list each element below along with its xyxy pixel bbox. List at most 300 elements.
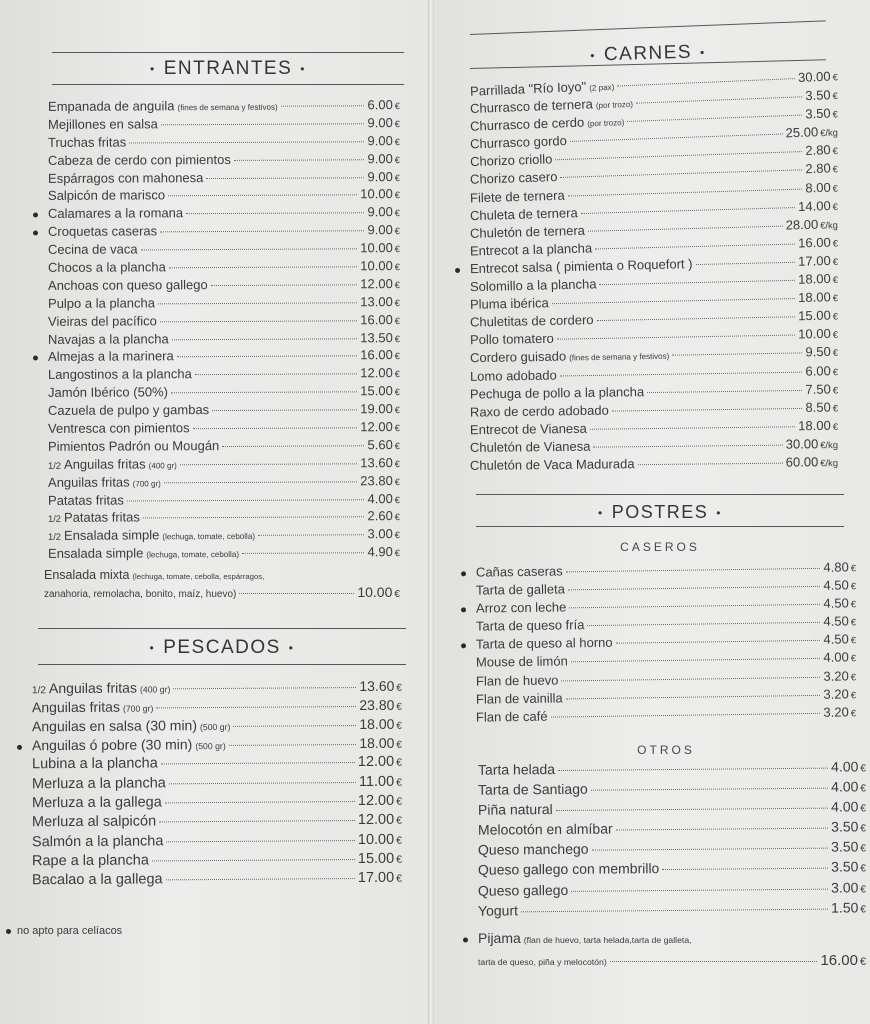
- dot-leader: [555, 151, 802, 160]
- menu-item: [48, 365, 400, 385]
- item-note: (400 gr): [148, 461, 177, 471]
- currency: €: [394, 101, 401, 112]
- item-name: Anguilas fritas: [47, 474, 130, 490]
- item-name: Empanada de anguila: [47, 98, 175, 114]
- item-note: (500 gr): [195, 741, 226, 752]
- price-value: 8.50: [805, 399, 831, 415]
- dot-leader: [166, 840, 354, 842]
- entrantes-list: [48, 98, 400, 563]
- dot-leader: [647, 390, 802, 393]
- price-value: 3.50: [831, 838, 859, 855]
- dot-leader: [152, 859, 355, 861]
- item-name: Chuletón de Vianesa: [469, 438, 591, 455]
- price-value: 30.00: [797, 68, 831, 85]
- price-value: 12.00: [357, 812, 395, 829]
- price-value: 1.50: [831, 899, 859, 916]
- currency: €: [860, 783, 867, 795]
- dot-leader: [165, 801, 355, 803]
- menu-item: [48, 455, 400, 475]
- dot-leader: [169, 782, 356, 784]
- currency: €: [832, 72, 839, 83]
- currency: €: [850, 671, 857, 682]
- price-value: 8.00: [805, 179, 831, 196]
- item-name: Pulpo a la plancha: [47, 295, 156, 311]
- currency: €: [850, 653, 857, 664]
- postres-title: POSTRES: [611, 502, 709, 522]
- item-name: Chorizo criollo: [469, 151, 553, 170]
- item-price: [823, 577, 856, 592]
- price-value: 16.00: [360, 311, 393, 327]
- currency: €: [394, 369, 401, 380]
- item-price: [360, 348, 400, 363]
- currency: €: [832, 348, 839, 359]
- item-name: Croquetas caseras: [47, 223, 158, 240]
- dot-leader: [561, 676, 820, 681]
- item-price: [798, 68, 838, 85]
- dot-leader: [168, 195, 357, 197]
- item-name: Parrillada "Río Ioyo": [469, 78, 587, 99]
- currency: €: [394, 494, 401, 505]
- menu-item: [48, 509, 400, 529]
- dot-leader: [638, 463, 783, 466]
- dot-leader: [195, 374, 357, 376]
- price-value: 9.00: [367, 204, 393, 220]
- item-price: [357, 584, 400, 600]
- dot-leader: [616, 640, 821, 644]
- price-value: 18.00: [359, 715, 395, 733]
- currency: €: [394, 351, 401, 362]
- currency: €: [396, 854, 403, 866]
- price-value: 9.00: [367, 115, 393, 131]
- item-name: Tarta de queso al horno: [475, 635, 613, 653]
- item-name: Pollo tomatero: [469, 331, 554, 348]
- currency: €: [394, 136, 401, 147]
- item-price: [823, 596, 856, 611]
- item-name: Ventresca con pimientos: [47, 420, 190, 436]
- item-name: Patatas fritas: [63, 509, 140, 526]
- entrantes-title: ENTRANTES: [163, 58, 293, 79]
- currency: €: [860, 843, 867, 855]
- item-name: Cecina de vaca: [47, 241, 138, 258]
- item-name: Lomo adobado: [469, 367, 557, 384]
- item-price: [367, 526, 400, 541]
- portion-label: 1/2: [47, 460, 62, 471]
- otros-label: OTROS: [637, 743, 695, 757]
- currency: €: [394, 226, 401, 237]
- currency: €: [396, 873, 403, 885]
- dot-leader: [180, 463, 357, 465]
- currency: €: [832, 109, 839, 120]
- price-value: 4.50: [823, 577, 849, 593]
- currency: €: [396, 777, 403, 789]
- item-note: (lechuga, tomate, cebolla): [162, 532, 256, 542]
- price-value: 4.90: [367, 544, 393, 560]
- price-value: 18.00: [798, 289, 831, 306]
- price-value: 17.00: [357, 869, 395, 887]
- dot-leader: [159, 820, 355, 822]
- dot-leader: [597, 317, 796, 322]
- item-name: Pechuga de pollo a la plancha: [469, 383, 645, 402]
- price-value: 30.00: [785, 436, 819, 452]
- item-name: Queso gallego: [477, 881, 569, 899]
- item-price: [785, 124, 838, 141]
- price-value: 3.20: [823, 686, 849, 702]
- currency: €: [860, 763, 867, 775]
- carnes-list: [469, 68, 839, 474]
- dot-leader: [143, 517, 365, 519]
- dot-leader: [568, 586, 821, 591]
- menu-item: [48, 473, 400, 493]
- item-price: [823, 559, 856, 574]
- dot-leader: [171, 392, 357, 394]
- dot-leader: [672, 353, 802, 356]
- price-value: 6.00: [805, 362, 831, 379]
- item-name: Merluza al salpicón: [31, 813, 157, 831]
- menu-item: [48, 204, 400, 224]
- price-value: 10.00: [357, 831, 395, 848]
- dot-leader: [234, 159, 365, 161]
- item-name: Patatas fritas: [47, 492, 124, 508]
- item-price: [798, 326, 838, 342]
- item-price: [786, 454, 838, 470]
- menu-item-line: [478, 930, 866, 950]
- price-value: 3.20: [823, 704, 849, 720]
- item-name: Flan de huevo: [475, 672, 559, 689]
- currency: €: [850, 617, 857, 628]
- item-price: [367, 544, 400, 559]
- item-name: Rape a la plancha: [31, 852, 149, 870]
- price-value: 10.00: [357, 584, 393, 600]
- item-price: [367, 115, 400, 130]
- currency: €: [832, 91, 839, 102]
- item-price: [823, 614, 856, 629]
- item-name: Arroz con leche: [475, 599, 567, 616]
- footnote-text: no apto para celíacos: [17, 925, 123, 937]
- otros-list: [478, 760, 866, 921]
- item-price: [831, 839, 866, 855]
- currency: €: [394, 244, 401, 255]
- menu-item: [48, 151, 400, 171]
- item-price: [358, 831, 402, 847]
- dot-leader: [612, 408, 803, 412]
- item-note: (fines de semana y festivos): [177, 102, 278, 113]
- currency: €: [850, 690, 857, 701]
- item-price: [823, 650, 856, 665]
- item-name: Queso manchego: [477, 841, 589, 859]
- divider: [52, 52, 404, 53]
- dot-leader: [161, 123, 365, 125]
- currency: €: [832, 293, 839, 304]
- item-note: (por trozo): [595, 99, 634, 111]
- item-price: [805, 87, 838, 103]
- price-value: 60.00: [785, 454, 819, 470]
- item-name: Calamares a la romana: [47, 205, 184, 222]
- item-price: [798, 198, 838, 214]
- item-price: [360, 276, 400, 291]
- bullet-icon: [461, 571, 466, 576]
- item-name: Chorizo casero: [469, 169, 558, 188]
- dot-leader: [581, 207, 796, 214]
- price-value: 28.00: [785, 216, 819, 233]
- item-price: [805, 399, 838, 414]
- dot-leader: [571, 658, 821, 662]
- currency: €: [832, 330, 839, 341]
- bullet-icon: [455, 268, 460, 273]
- menu-item: [48, 133, 400, 153]
- item-name: Flan de vainilla: [475, 690, 563, 707]
- currency: €: [832, 146, 839, 157]
- item-note: (400 gr): [139, 684, 171, 695]
- item-price: [359, 735, 402, 751]
- price-value: 2.60: [367, 508, 393, 524]
- item-name: Anguilas fritas: [63, 456, 146, 472]
- item-price: [359, 773, 402, 789]
- item-price: [831, 798, 866, 814]
- price-value: 16.00: [820, 952, 858, 969]
- currency: €: [396, 815, 403, 828]
- price-value: 18.00: [798, 417, 831, 434]
- price-value: 16.00: [360, 347, 393, 363]
- dot-leader: [590, 426, 795, 430]
- menu-item: [48, 294, 400, 314]
- item-price: [823, 668, 856, 683]
- item-price: [805, 161, 838, 177]
- item-price: [359, 697, 402, 713]
- dot-leader: [172, 338, 358, 340]
- dot-leader: [617, 78, 795, 86]
- price-value: 10.00: [360, 258, 393, 274]
- currency: €: [832, 238, 839, 249]
- item-price: [831, 879, 866, 895]
- item-note: (500 gr): [199, 722, 231, 733]
- menu-item: [48, 526, 400, 546]
- price-value: 3.00: [831, 878, 859, 896]
- item-name: Ensalada simple: [47, 545, 144, 562]
- item-name: Solomillo a la plancha: [469, 276, 597, 295]
- item-price: [360, 383, 400, 398]
- price-value: 12.00: [360, 365, 393, 381]
- item-price: [831, 899, 866, 915]
- item-price: [358, 754, 402, 770]
- item-name: Churrasco gordo: [469, 133, 568, 152]
- item-note: (700 gr): [122, 703, 154, 714]
- currency: €: [394, 476, 401, 487]
- menu-item: [32, 812, 402, 834]
- menu-item: [48, 258, 400, 278]
- pescados-title: PESCADOS: [163, 637, 281, 658]
- item-name: Anguilas fritas: [31, 698, 120, 716]
- currency: €: [859, 956, 866, 968]
- dot-leader: [569, 604, 820, 609]
- menu-item: [48, 348, 400, 368]
- dot-leader: [560, 170, 802, 179]
- item-price: [786, 436, 838, 452]
- ensalada-mixta-item: [44, 568, 400, 600]
- item-name: Langostinos a la plancha: [47, 366, 192, 383]
- item-price: [831, 819, 866, 835]
- dot-leader: [212, 409, 357, 411]
- item-name: Chuletón de Vaca Madurada: [469, 456, 635, 473]
- item-price: [367, 491, 400, 506]
- item-price: [360, 473, 400, 488]
- item-name: Anchoas con queso gallego: [47, 276, 208, 293]
- dot-leader: [587, 622, 820, 626]
- currency: €: [394, 315, 401, 326]
- item-name: Anguilas fritas: [48, 679, 138, 697]
- menu-item: [48, 383, 400, 403]
- item-name: Salpicón de marisco: [47, 187, 166, 204]
- divider: [476, 526, 844, 527]
- item-price: [360, 365, 400, 380]
- price-value: 9.00: [367, 168, 393, 184]
- price-value: 4.00: [831, 778, 859, 795]
- currency: €: [396, 758, 403, 770]
- dot-leader: [595, 243, 795, 249]
- item-name: Chuletitas de cordero: [469, 312, 594, 330]
- currency: €: [394, 512, 401, 523]
- item-name: Raxo de cerdo adobado: [469, 402, 609, 420]
- item-name: Tarta helada: [477, 761, 556, 778]
- currency: €: [860, 863, 867, 875]
- currency: €: [850, 708, 857, 719]
- item-name: Chuletón de ternera: [469, 222, 586, 241]
- currency: €: [860, 823, 867, 835]
- item-price: [367, 509, 400, 524]
- currency: €: [396, 835, 403, 847]
- divider: [38, 628, 406, 629]
- currency: €: [394, 548, 401, 559]
- item-name: Melocotón en almíbar: [477, 820, 613, 838]
- dot-leader: [166, 878, 355, 880]
- currency: €: [832, 183, 839, 194]
- menu-item: [48, 544, 400, 564]
- dot-leader: [156, 706, 356, 708]
- dot-leader: [560, 371, 803, 376]
- item-price: [360, 294, 400, 309]
- item-name: Pimientos Padrón ou Mougán: [47, 437, 220, 454]
- item-price: [831, 859, 866, 875]
- item-note: (700 gr): [132, 479, 161, 489]
- currency: €: [394, 589, 400, 600]
- dot-leader: [164, 481, 357, 483]
- item-price: [798, 289, 838, 305]
- item-name: Pijama: [478, 930, 521, 946]
- item-name: Anguilas ó pobre (30 min): [31, 736, 193, 754]
- item-price: [358, 812, 402, 828]
- item-name: Tarta de queso fría: [475, 617, 585, 634]
- currency: €: [860, 803, 867, 815]
- dot-leader: [591, 788, 828, 791]
- item-price: [359, 678, 402, 694]
- currency: €/kg: [820, 219, 839, 231]
- currency: €: [860, 883, 867, 895]
- item-name: Navajas a la plancha: [47, 330, 169, 347]
- item-name: Espárragos con mahonesa: [47, 169, 204, 186]
- dot-leader: [566, 568, 821, 573]
- item-name: Chuleta de ternera: [469, 204, 578, 223]
- price-value: 3.20: [823, 668, 849, 684]
- item-name: Vieiras del pacífico: [47, 313, 157, 329]
- item-note: tarta de queso, piña y melocotón): [478, 957, 607, 967]
- currency: €: [396, 720, 403, 732]
- item-name: Chocos a la plancha: [47, 259, 166, 275]
- currency: €: [850, 563, 857, 574]
- divider: [476, 494, 844, 495]
- item-note: (flan de huevo, tarta helada,tarta de galleta,: [523, 935, 692, 945]
- dot-leader: [616, 828, 829, 831]
- item-name: Almejas a la marinera: [47, 348, 174, 365]
- item-price: [831, 758, 866, 774]
- pescados-list: [32, 679, 402, 890]
- price-value: 12.00: [357, 792, 395, 809]
- item-note: zanahoria, remolacha, bonito, maíz, huevo): [44, 589, 237, 600]
- dot-leader: [141, 248, 358, 250]
- item-name: Mouse de limón: [475, 653, 568, 671]
- item-name: Entrecot salsa ( pimienta o Roquefort ): [469, 256, 693, 277]
- item-name: Anguilas en salsa (30 min): [31, 717, 198, 735]
- menu-item: [48, 115, 400, 135]
- caseros-list: [475, 559, 857, 725]
- price-value: 10.00: [360, 186, 393, 202]
- item-name: Ensalada simple: [63, 527, 160, 544]
- menu-item: [48, 187, 400, 207]
- item-name: Merluza a la gallega: [31, 794, 162, 812]
- divider: [52, 84, 404, 85]
- dot-leader: [636, 96, 802, 103]
- price-value: 2.80: [805, 160, 831, 177]
- item-name: Cordero guisado: [469, 348, 567, 366]
- dot-leader: [161, 762, 355, 764]
- item-name: Entrecot a la plancha: [469, 240, 593, 259]
- dot-leader: [662, 868, 828, 870]
- item-price: [798, 234, 838, 250]
- dot-leader: [173, 687, 356, 689]
- footnote: [6, 925, 122, 937]
- menu-item: [48, 240, 400, 260]
- dot-leader: [242, 553, 365, 555]
- dot-leader: [557, 335, 795, 340]
- dot-leader: [592, 848, 829, 851]
- item-price: [360, 187, 400, 202]
- item-price: [367, 97, 400, 112]
- item-name: Piña natural: [477, 801, 553, 818]
- price-value: 19.00: [360, 401, 393, 417]
- item-name: Cazuela de pulpo y gambas: [47, 402, 210, 419]
- price-value: 15.00: [357, 850, 395, 867]
- dot-leader: [556, 808, 828, 811]
- currency: €: [832, 403, 839, 414]
- divider: [38, 664, 406, 665]
- currency: €: [860, 903, 867, 916]
- price-value: 4.80: [823, 559, 849, 575]
- price-value: 2.80: [805, 142, 831, 159]
- price-value: 9.00: [367, 132, 393, 149]
- price-value: 13.50: [360, 329, 393, 345]
- bullet-icon: [6, 929, 11, 934]
- item-price: [798, 308, 838, 324]
- menu-item: [48, 276, 400, 296]
- item-name: Pluma ibérica: [469, 295, 549, 312]
- price-value: 9.00: [367, 222, 393, 238]
- dot-leader: [551, 713, 821, 718]
- price-value: 3.00: [367, 526, 393, 542]
- entrantes-header: • ENTRANTES •: [52, 52, 404, 85]
- item-price: [360, 312, 400, 327]
- price-value: 12.00: [360, 419, 393, 435]
- price-value: 18.00: [359, 735, 395, 752]
- price-value: 13.00: [360, 293, 393, 310]
- menu-item: [470, 454, 838, 476]
